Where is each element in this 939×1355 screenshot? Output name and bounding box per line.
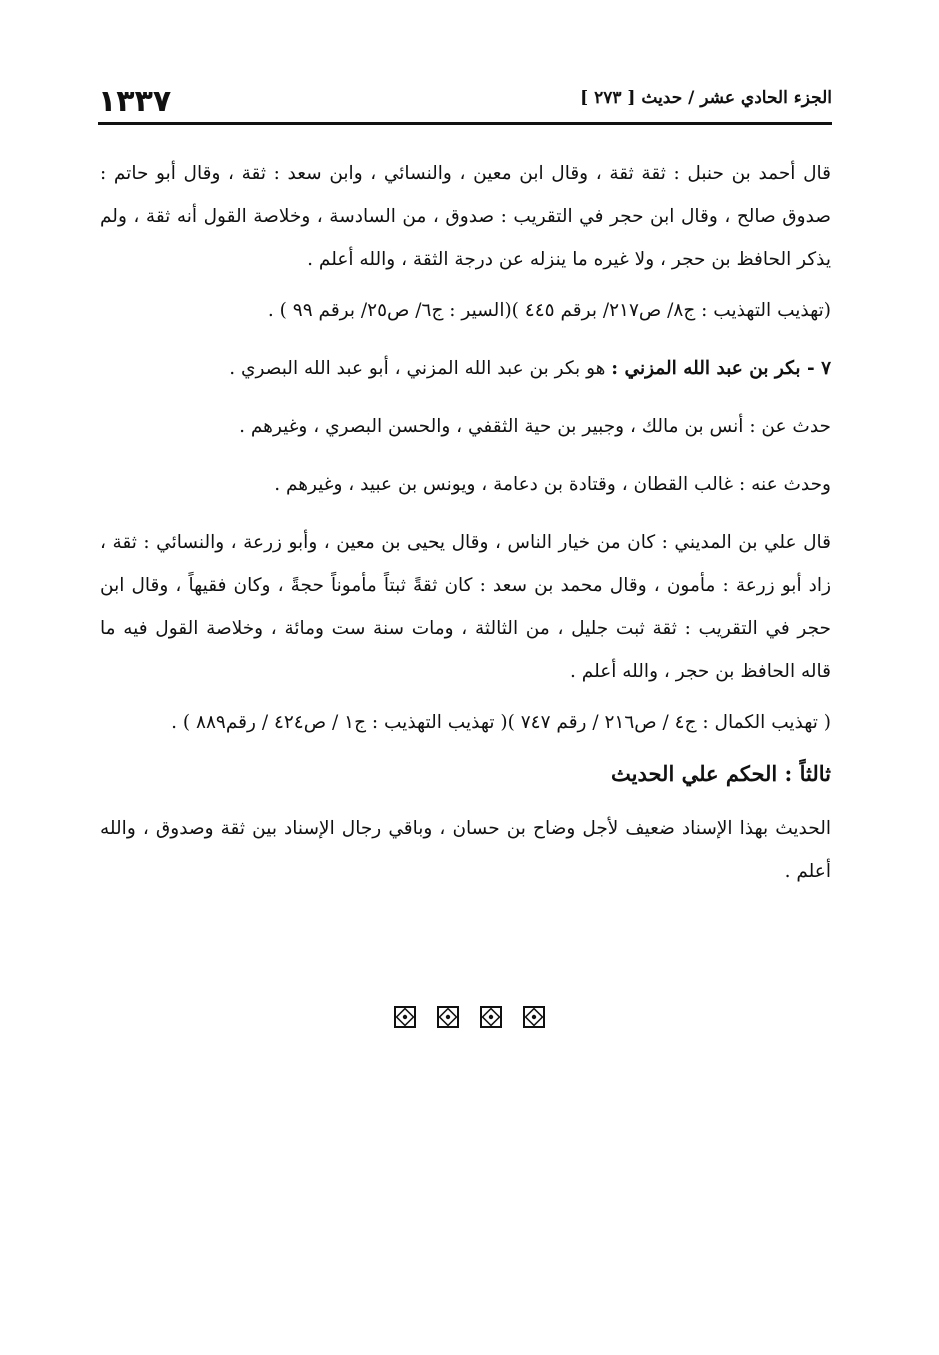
hadith-ruling-paragraph: الحديث بهذا الإسناد ضعيف لأجل وضاح بن حسان ، وباقي رجال الإسناد بين ثقة وصدوق ، والله أعلم . (100, 818, 831, 882)
section-heading: ثالثاً : الحكم علي الحديث (611, 761, 831, 786)
narrator-description: هو بكر بن عبد الله المزني ، أبو عبد الله البصري . (229, 358, 612, 379)
narrator-grading-paragraph: قال أحمد بن حنبل : ثقة ثقة ، وقال ابن معين ، والنسائي ، وابن سعد : ثقة ، وقال أبو حاتم : صدوق صالح ، وقال ابن حجر في التقريب : صدوق ، من السادسة ، وخلاصة القول أنه ثقة ، ولم يذكر الحافظ بن حجر ، ولا غيره ما ينزله عن درجة الثقة ، والله أعلم . (100, 163, 831, 270)
diamond-knot-ornament-icon (523, 1006, 545, 1028)
diamond-knot-ornament-icon (437, 1006, 459, 1028)
narrated-from-line: حدث عن : أنس بن مالك ، وجبير بن حية الثقفي ، والحسن البصري ، وغيرهم . (239, 416, 831, 437)
running-head: الجزء الحادي عشر / حديث [ ٢٧٣ ] (580, 88, 832, 108)
section-end-ornaments (0, 1006, 939, 1032)
page-header (98, 82, 832, 125)
narrator-name: ٧ - بكر بن عبد الله المزني : (611, 358, 831, 379)
page-number: ١٣٣٧ (98, 84, 172, 119)
citation-line: (تهذيب التهذيب : ج٨/ ص٢١٧/ برقم ٤٤٥ )(السير : ج٦/ ص٢٥/ برقم ٩٩ ) . (267, 300, 831, 321)
narrator-entry-heading (100, 347, 831, 390)
diamond-knot-ornament-icon (480, 1006, 502, 1028)
narrated-by-line: وحدث عنه : غالب القطان ، وقتادة بن دعامة ، ويونس بن عبيد ، وغيرهم . (274, 474, 831, 495)
page-body (100, 152, 831, 901)
narrator-grading-paragraph-2: قال علي بن المديني : كان من خيار الناس ، وقال يحيى بن معين ، وأبو زرعة ، والنسائي : ثقة ، زاد أبو زرعة : مأمون ، وقال محمد بن سعد : كان ثقةً ثبتاً مأموناً حجةً ، وكان فقيهاً ، وقال ابن حجر في التقريب : ثقة ثبت جليل ، من الثالثة ، ومات سنة ست ومائة ، وخلاصة القول فيه ما قاله الحافظ بن حجر ، والله أعلم . (100, 532, 831, 682)
diamond-knot-ornament-icon (394, 1006, 416, 1028)
citation-line-2: ( تهذيب الكمال : ج٤ / ص٢١٦ / رقم ٧٤٧ )( تهذيب التهذيب : ج١ / ص٤٢٤ / رقم٨٨٩ ) . (171, 712, 831, 733)
